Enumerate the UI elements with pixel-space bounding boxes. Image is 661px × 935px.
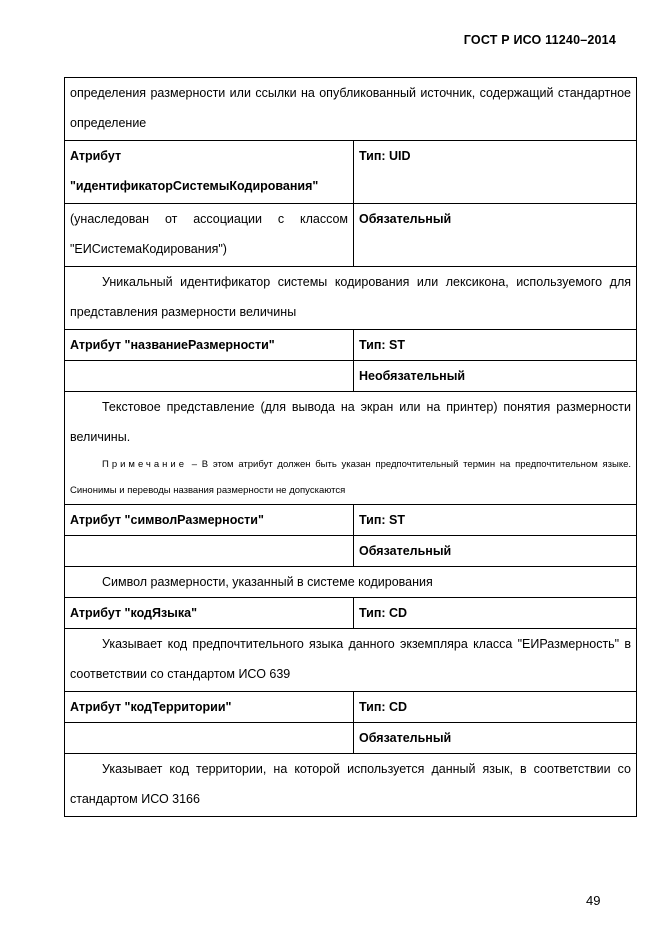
attribute-name: Атрибут "кодТерритории": [65, 692, 354, 723]
table-row: [65, 392, 637, 505]
table-row: [65, 567, 637, 598]
attribute-obligation: Обязательный: [354, 536, 637, 567]
definition-continuation: определения размерности или ссылки на опубликованный источник, содержащий стандартное определение: [65, 78, 637, 141]
empty-cell: [65, 361, 354, 392]
table-row: [65, 141, 637, 204]
attribute-type: Тип: CD: [354, 692, 637, 723]
attribute-name: Атрибут "кодЯзыка": [65, 598, 354, 629]
table-row: [65, 204, 637, 267]
attribute-type: Тип: UID: [354, 141, 637, 204]
table-row: [65, 723, 637, 754]
table-row: [65, 78, 637, 141]
attribute-name: "идентификаторСистемыКодирования": [70, 179, 319, 193]
attribute-obligation: Обязательный: [354, 204, 637, 267]
attribute-table: [64, 77, 637, 817]
attribute-label: Атрибут: [70, 149, 122, 163]
table-row: [65, 754, 637, 817]
attribute-description: Указывает код территории, на которой используется данный язык, в соответствии со стандартом ИСО 3166: [65, 754, 637, 817]
note-text: – В этом атрибут должен быть указан предпочтительный термин на предпочтительном языке. Синонимы и переводы названия размерности не допускаются: [70, 459, 632, 496]
attribute-name: Атрибут "символРазмерности": [65, 505, 354, 536]
page-number: 49: [586, 893, 601, 908]
attribute-name: Атрибут "названиеРазмерности": [65, 330, 354, 361]
attribute-type: Тип: ST: [354, 330, 637, 361]
empty-cell: [65, 723, 354, 754]
attribute-description: Уникальный идентификатор системы кодирования или лексикона, используемого для представления размерности величины: [65, 267, 637, 330]
note-label: Примечание: [102, 459, 187, 470]
attribute-description: Указывает код предпочтительного языка данного экземпляра класса "ЕИРазмерность" в соответствии со стандартом ИСО 639: [65, 629, 637, 692]
attribute-obligation: Обязательный: [354, 723, 637, 754]
inheritance-note: (унаследован от ассоциации с классом "ЕИСистемаКодирования"): [65, 204, 354, 267]
attribute-type: Тип: CD: [354, 598, 637, 629]
table-row: [65, 598, 637, 629]
empty-cell: [65, 536, 354, 567]
note: [70, 452, 631, 504]
attribute-description-with-note: [65, 392, 637, 505]
table-row: [65, 267, 637, 330]
table-row: [65, 629, 637, 692]
attribute-description: Символ размерности, указанный в системе кодирования: [65, 567, 637, 598]
table-row: [65, 361, 637, 392]
attribute-name-cell: [65, 141, 354, 204]
table-row: [65, 505, 637, 536]
attribute-obligation: Необязательный: [354, 361, 637, 392]
table-row: [65, 330, 637, 361]
document-header: ГОСТ Р ИСО 11240–2014: [463, 33, 616, 47]
attribute-type: Тип: ST: [354, 505, 637, 536]
table-row: [65, 692, 637, 723]
attribute-description: Текстовое представление (для вывода на экран или на принтер) понятия размерности величины.: [70, 400, 632, 444]
table-row: [65, 536, 637, 567]
